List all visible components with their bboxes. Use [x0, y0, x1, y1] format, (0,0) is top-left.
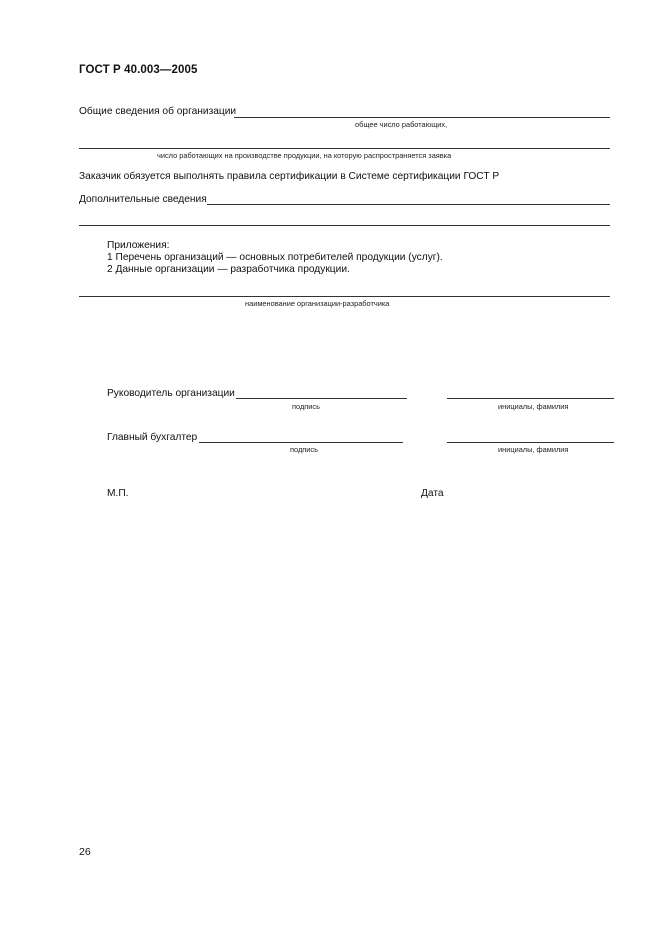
additional-info-label: Дополнительные сведения [79, 194, 207, 205]
general-info-label: Общие сведения об организации [79, 106, 237, 117]
date-label: Дата [421, 488, 444, 499]
developer-name-caption: наименование организации-разработчика [245, 299, 390, 308]
accountant-signature-caption: подпись [290, 445, 318, 454]
general-info-field-line[interactable] [234, 117, 610, 118]
head-name-caption: инициалы, фамилия [498, 402, 569, 411]
production-employees-field-line[interactable] [79, 148, 610, 149]
head-signature-caption: подпись [292, 402, 320, 411]
appendix-item: 1 Перечень организаций — основных потребителей продукции (услуг). [107, 252, 443, 263]
page-number: 26 [79, 846, 91, 858]
developer-name-field-line[interactable] [79, 296, 610, 297]
document-header: ГОСТ Р 40.003—2005 [79, 64, 198, 76]
appendix-item: 2 Данные организации — разработчика продукции. [107, 264, 350, 275]
stamp-label: М.П. [107, 488, 129, 499]
accountant-signature-line[interactable] [199, 442, 403, 443]
appendices-title: Приложения: [107, 240, 170, 251]
obligation-text: Заказчик обязуется выполнять правила сертификации в Системе сертификации ГОСТ Р [79, 171, 500, 182]
head-name-line[interactable] [447, 398, 614, 399]
accountant-name-line[interactable] [447, 442, 614, 443]
additional-info-field-line-2[interactable] [79, 225, 610, 226]
head-signature-line[interactable] [236, 398, 407, 399]
additional-info-field-line[interactable] [207, 204, 610, 205]
production-employees-caption: число работающих на производстве продукции, на которую распространяется заявка [157, 151, 452, 160]
accountant-role-label: Главный бухгалтер [107, 432, 198, 443]
total-employees-caption: общее число работающих, [355, 120, 448, 129]
accountant-name-caption: инициалы, фамилия [498, 445, 569, 454]
head-role-label: Руководитель организации [107, 388, 235, 399]
